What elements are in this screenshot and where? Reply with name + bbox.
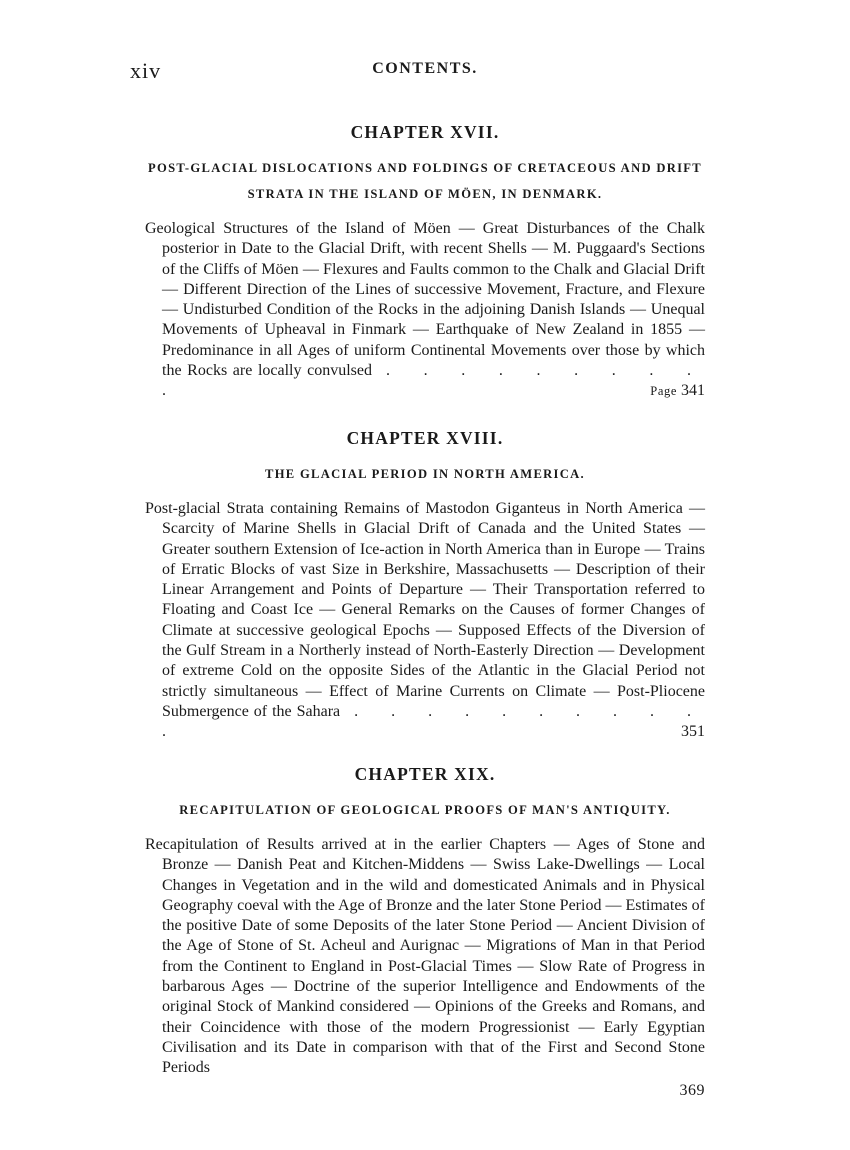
chapter-xviii — [145, 428, 705, 743]
chapter-summary — [145, 835, 705, 1079]
dot-leaders: . . . . . . . . . . — [162, 362, 705, 400]
page-number: xiv — [130, 58, 162, 83]
running-head — [130, 58, 720, 84]
chapter-heading: CHAPTER XIX. — [354, 764, 496, 784]
running-title: CONTENTS. — [372, 60, 478, 77]
summary-text: Recapitulation of Results arrived at in the earlier Chapters — Ages of Stone and Bronze — Danish Peat and Kitchen-Middens — Swiss Lake-Dwellings — Local Changes in Vegetation and in the wild and domesticated Animals and in Physical Geography coeval with the Age of Bronze and the later Stone Period — Estimates of the positive Date of some Deposits of the later Stone Period — Ancient Division of the Age of Stone of St. Acheul and Aurignac — Migrations of Man in that Period from the Continent to England in Post-Glacial Times — Slow Rate of Progress in barbarous Ages — Doctrine of the superior Intelligence and Endowments of the original Stock of Mankind considered — Opinions of the Greeks and Romans, and their Coincidence with those of the modern Progressionist — Early Egyptian Civilisation and its Date in comparison with that of the First and Second Stone Periods — [145, 836, 705, 1077]
summary-text: Post-glacial Strata containing Remains of Mastodon Giganteus in North America — Scarcity of Marine Shells in Glacial Drift of Canada and the United States — Greater southern Extension of Ice-action in North America than in Europe — Trains of Erratic Blocks of vast Size in Berkshire, Massachusetts — Description of their Linear Arrangement and Points of Departure — Their Transportation referred to Floating and Coast Ice — General Remarks on the Causes of former Changes of Climate at successive geological Epochs — Supposed Effects of the Diversion of the Gulf Stream in a Northerly instead of North-Easterly Direction — Development of extreme Cold on the opposite Sides of the Atlantic in the Glacial Period not strictly simultaneous — Effect of Marine Currents on Climate — Post-Pliocene Submergence of the Sahara — [145, 500, 705, 720]
summary-text: Geological Structures of the Island of Möen — Great Disturbances of the Chalk posterior in Date to the Glacial Drift, with recent Shells — M. Puggaard's Sections of the Cliffs of Möen — Flexures and Faults common to the Chalk and Glacial Drift — Different Direction of the Lines of successive Movement, Fracture, and Flexure — Undisturbed Condition of the Rocks in the adjoining Danish Islands — Unequal Movements of Upheaval in Finmark — Earthquake of New Zealand in 1855 — Predominance in all Ages of uniform Continental Movements over those by which the Rocks are locally convulsed — [145, 220, 705, 380]
chapter-summary — [145, 499, 705, 743]
chapter-xvii — [145, 122, 705, 402]
chapter-xix — [145, 764, 705, 1079]
page-reference — [681, 722, 705, 742]
dot-leaders: . . . . . . . . . . . — [162, 702, 706, 741]
chapter-heading: CHAPTER XVIII. — [346, 428, 504, 448]
chapter-subtitle: POST-GLACIAL DISLOCATIONS AND FOLDINGS OF CRETACEOUS AND DRIFT STRATA IN THE ISLAND OF MÖEN, IN DENMARK. — [148, 161, 702, 201]
chapter-summary — [145, 219, 705, 402]
catchword-page-number: 369 — [679, 1082, 705, 1099]
chapter-subtitle: THE GLACIAL PERIOD IN NORTH AMERICA. — [265, 467, 585, 481]
page-number-ref: 351 — [681, 723, 705, 741]
page-number-ref: 341 — [681, 382, 705, 400]
page-reference — [650, 381, 705, 401]
chapter-heading: CHAPTER XVII. — [350, 122, 500, 142]
page-label: Page — [650, 384, 677, 399]
chapter-subtitle: RECAPITULATION OF GEOLOGICAL PROOFS OF MAN'S ANTIQUITY. — [179, 803, 671, 817]
